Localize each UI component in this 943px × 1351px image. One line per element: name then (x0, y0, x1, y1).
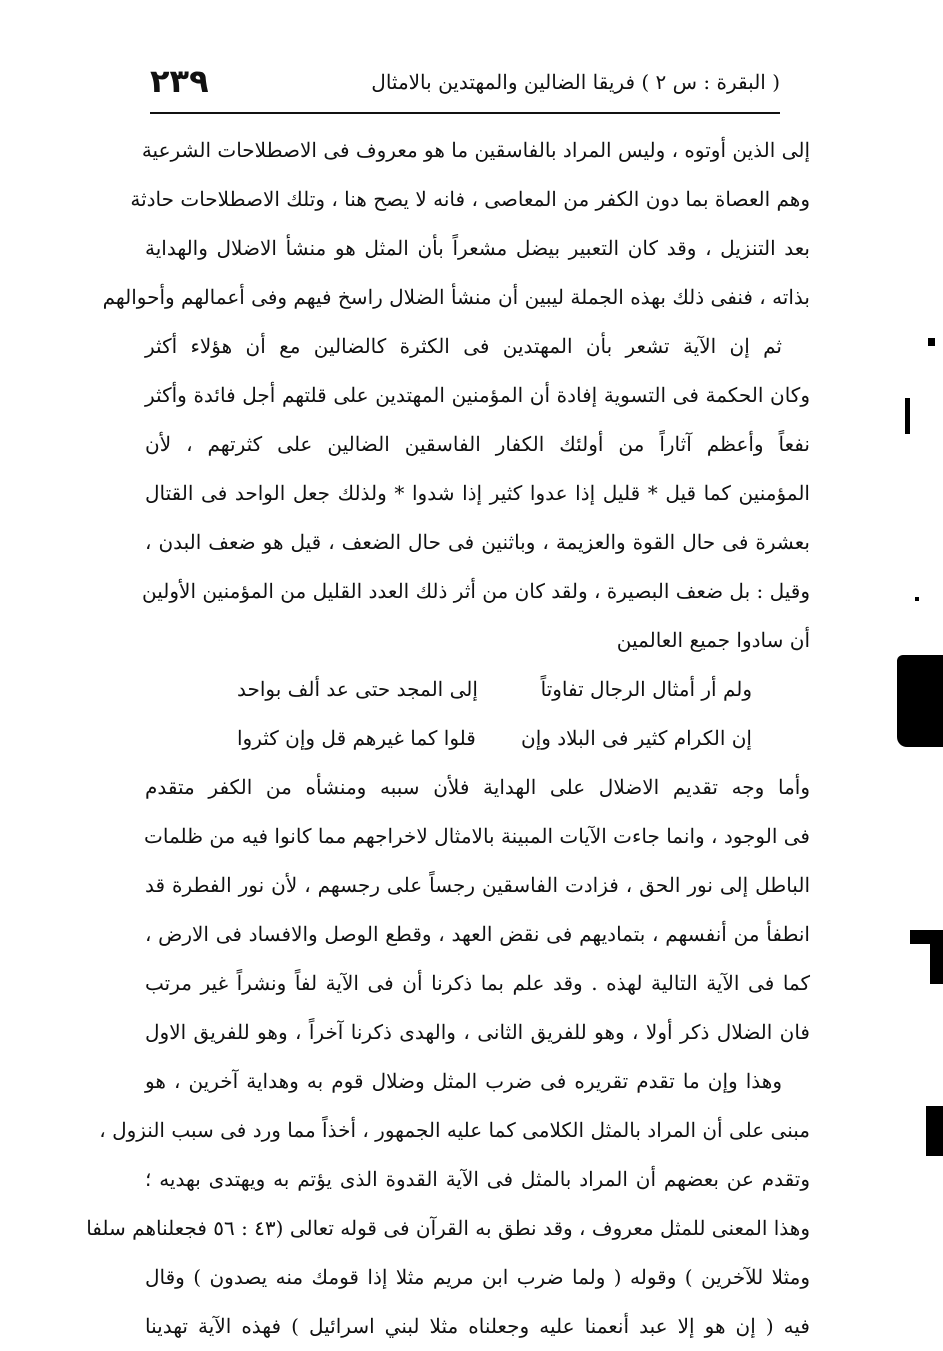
verse-first-hemistich: ولم أر أمثال الرجال تفاوتاً (540, 677, 752, 701)
text-line: انطفأ من أنفسهم ، بتماديهم فى نقض العهد ، وقطع الوصل والافساد فى الارض ، (145, 922, 810, 946)
scan-artifact (928, 338, 935, 346)
text-line: فى الوجود ، وانما جاءت الآيات المبينة بالامثال لاخراجهم مما كانوا فيه من ظلمات (144, 824, 810, 848)
text-line: بعشرة فى حال القوة والعزيمة ، وباثنين فى حال الضعف ، قيل هو ضعف البدن ، (145, 530, 810, 554)
text-line: نفعاً وأعظم آثاراً من أولئك الكفار الفاسقين الضالين على كثرتهم ، لأن (145, 432, 810, 456)
verse-first-hemistich: إن الكرام كثير فى البلاد وإن (521, 726, 752, 750)
text-line: وهذا وإن ما تقدم تقريره فى ضرب المثل وضلال قوم به وهداية آخرين ، هو (145, 1069, 782, 1093)
verse-line (145, 714, 810, 763)
text-line: وكان الحكمة فى التسوية إفادة أن المؤمنين المهتدين على قلتهم أجل فائدة وأكثر (145, 383, 810, 407)
scan-artifact (905, 398, 910, 434)
verse-second-hemistich: إلى المجد حتى عد ألف بواحد (237, 677, 478, 701)
text-line: فان الضلال ذكر أولا ، وهو للفريق الثانى ، والهدى ذكرنا آخراً ، وهو للفريق الاول (145, 1020, 810, 1044)
header-rule (150, 112, 780, 114)
scan-artifact (910, 930, 943, 944)
text-line: كما فى الآية التالية لهذه . وقد علم بما ذكرنا أن فى الآية لفاً ونشراً غير مرتب (145, 971, 810, 995)
text-line: إلى الذين أوتوه ، وليس المراد بالفاسقين ما هو معروف فى الاصطلاحات الشرعية (141, 138, 810, 162)
body-text (86, 126, 811, 1351)
text-line: المؤمنين كما قيل * قليل إذا عدوا كثير إذا شدوا * ولذلك جعل الواحد فى القتال (145, 481, 810, 505)
text-line: وهم العصاة بما دون الكفر من المعاصى ، فانه لا يصح هنا ، وتلك الاصطلاحات حادثة (130, 187, 810, 211)
text-line: وقيل : بل ضعف البصيرة ، ولقد كان من أثر ذلك العدد القليل من المؤمنين الأولين (142, 579, 810, 603)
text-line: ومثلا للآخرين ) وقوله ( ولما ضرب ابن مريم مثلا إذا قومك منه يصدون ) وقال (145, 1265, 810, 1289)
text-line: بذاته ، فنفى ذلك بهذه الجملة ليبين أن منشأ الضلال راسخ فيهم وفى أعمالهم وأحوالهم (102, 285, 810, 309)
text-line: وأما وجه تقديم الاضلال على الهداية فلأن سببه ومنشأه من الكفر متقدم (145, 775, 811, 799)
running-title: ( البقرة : س ٢ ) فريقا الضالين والمهتدين بالامثال (371, 70, 780, 94)
text-line: أن سادوا جميع العالمين (616, 628, 810, 652)
text-line: الباطل إلى نور الحق ، فزادت الفاسقين رجساً على رجسهم ، لأن نور الفطرة قد (145, 873, 810, 897)
text-line: وتقدم عن بعضهم أن المراد بالمثل فى الآية القدوة الذى يؤتم به ويهتدى بهديه ؛ (145, 1167, 810, 1191)
text-line: مبنى على أن المراد بالمثل الكلامى كما عليه الجمهور ، أخذاً مما ورد فى سبب النزول ، (99, 1118, 810, 1142)
text-line: بعد التنزيل ، وقد كان التعبير بيضل مشعراً بأن المثل هو منشأ الاضلال والهداية (145, 236, 810, 260)
verse-line (145, 665, 810, 714)
scan-artifact (926, 1106, 943, 1156)
verse-second-hemistich: قلوا كما غيرهم قل وإن كثروا (237, 726, 476, 750)
page-header (150, 62, 780, 106)
page-number: ٢٣٩ (150, 62, 209, 100)
scan-artifact (930, 944, 943, 984)
scan-artifact (915, 597, 919, 601)
scan-artifact (897, 655, 943, 747)
text-line: وهذا المعنى للمثل معروف ، وقد نطق به القرآن فى قوله تعالى (٤٣ : ٥٦ فجعلناهم سلفا (86, 1216, 810, 1240)
text-line: ثم إن الآية تشعر بأن المهتدين فى الكثرة كالضالين مع أن هؤلاء أكثر (145, 334, 782, 358)
text-line: فيه ( إن هو إلا عبد أنعمنا عليه وجعلناه مثلا لبني اسرائيل ) فهذه الآية تهدينا (145, 1314, 810, 1338)
